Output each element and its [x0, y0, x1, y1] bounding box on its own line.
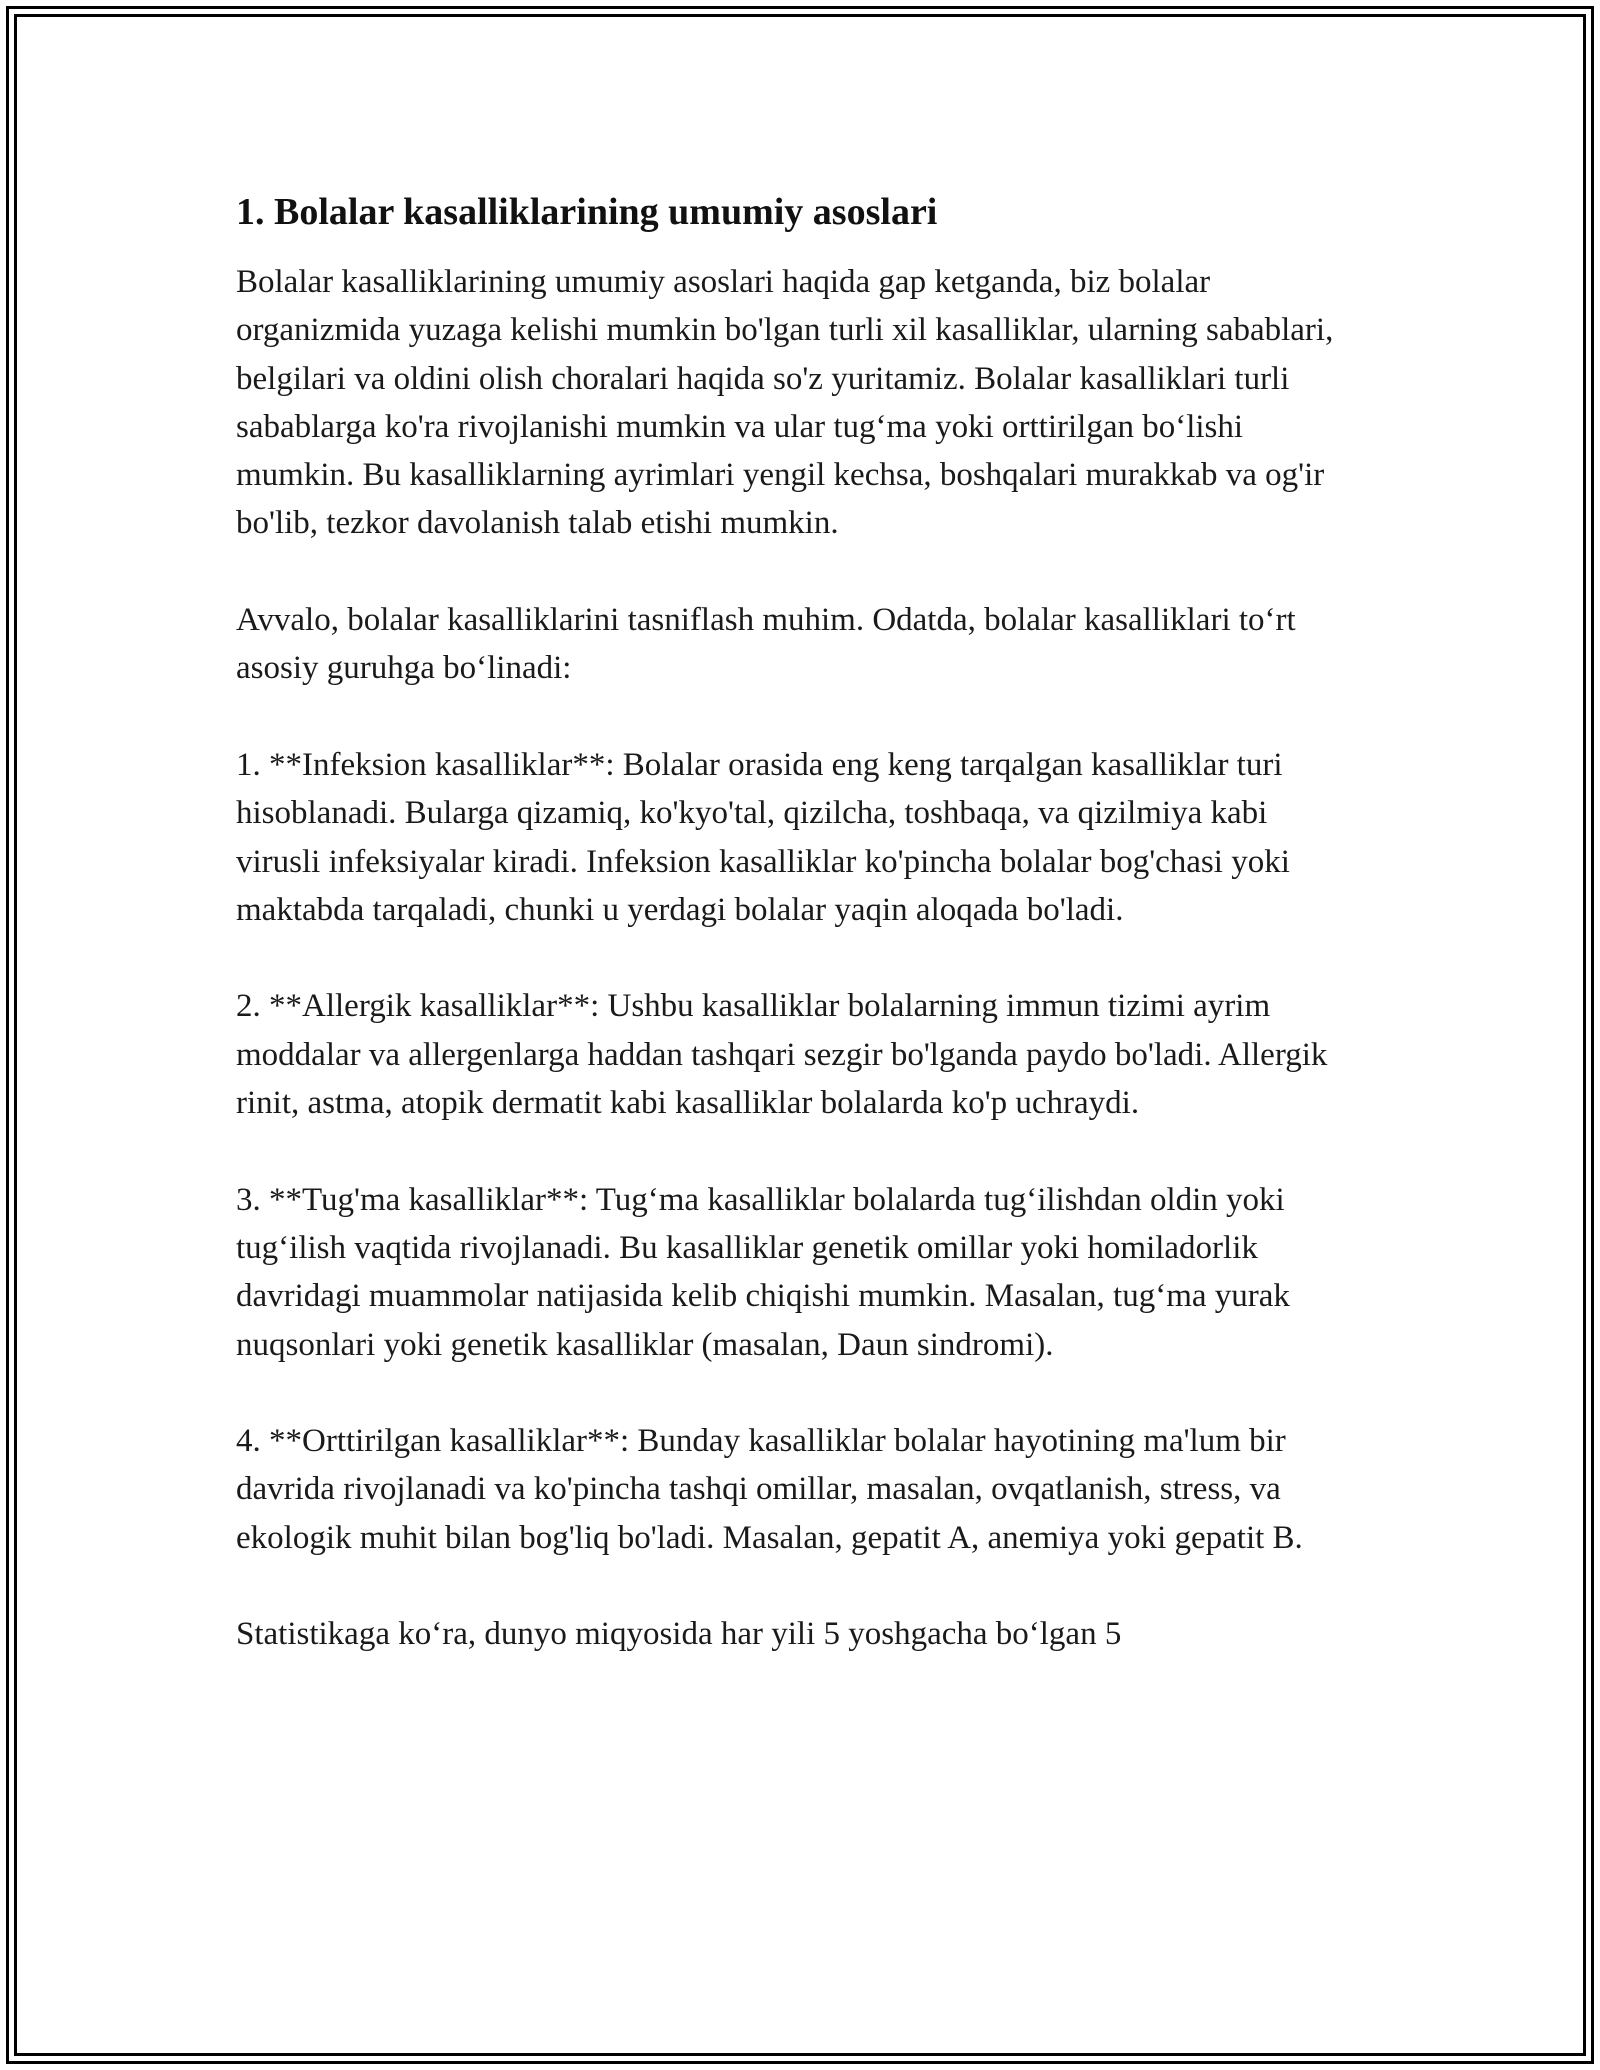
paragraph-statistics: Statistikaga ko‘ra, dunyo miqyosida har yili 5 yoshgacha bo‘lgan 5: [236, 1616, 1122, 1653]
paragraph-allergic: 2. **Allergik kasalliklar**: Ushbu kasalliklar bolalarning immun tizimi ayrim moddalar va allergenlarga haddan tashqari sezgir bo'lganda paydo bo'ladi. Allergik rinit, astma, atopik dermatit kabi kasalliklar bolalarda ko'p uchraydi.: [236, 988, 1328, 1122]
paragraph-infectious: 1. **Infeksion kasalliklar**: Bolalar orasida eng keng tarqalgan kasalliklar turi hisoblanadi. Bularga qizamiq, ko'kyo'tal, qizilcha, toshbaqa, va qizilmiya kabi virusli infeksiyalar kiradi. Infeksion kasalliklar ko'pincha bolalar bog'chasi yoki maktabda tarqaladi, chunki u yerdagi bolalar yaqin aloqada bo'ladi.: [236, 746, 1290, 928]
page-title: 1. Bolalar kasalliklarining umumiy asoslari: [236, 191, 938, 233]
paragraph-acquired: 4. **Orttirilgan kasalliklar**: Bunday kasalliklar bolalar hayotining ma'lum bir davrida rivojlanadi va ko'pincha tashqi omillar, masalan, ovqatlanish, stress, va ekologik muhit bilan bog'liq bo'ladi. Masalan, gepatit A, anemiya yoki gepatit B.: [236, 1423, 1303, 1556]
paragraph-classification: Avvalo, bolalar kasalliklarini tasniflash muhim. Odatda, bolalar kasalliklari to‘rt asosiy guruhga bo‘linadi:: [236, 602, 1296, 687]
paragraph-intro: Bolalar kasalliklarining umumiy asoslari haqida gap ketganda, biz bolalar organizmida yuzaga kelishi mumkin bo'lgan turli xil kasalliklar, ularning sabablari, belgilari va oldini olish choralari haqida so'z yuritamiz. Bolalar kasalliklari turli sabablarga ko'ra rivojlanishi mumkin va ular tug‘ma yoki orttirilgan bo‘lishi mumkin. Bu kasalliklarning ayrimlari yengil kechsa, boshqalari murakkab va og'ir bo'lib, tezkor davolanish talab etishi mumkin.: [236, 264, 1334, 542]
document-page: [236, 188, 1356, 1659]
paragraph-congenital: 3. **Tug'ma kasalliklar**: Tug‘ma kasalliklar bolalarda tug‘ilishdan oldin yoki tug‘ilish vaqtida rivojlanadi. Bu kasalliklar genetik omillar yoki homiladorlik davridagi muammolar natijasida kelib chiqishi mumkin. Masalan, tug‘ma yurak nuqsonlari yoki genetik kasalliklar (masalan, Daun sindromi).: [236, 1181, 1290, 1363]
